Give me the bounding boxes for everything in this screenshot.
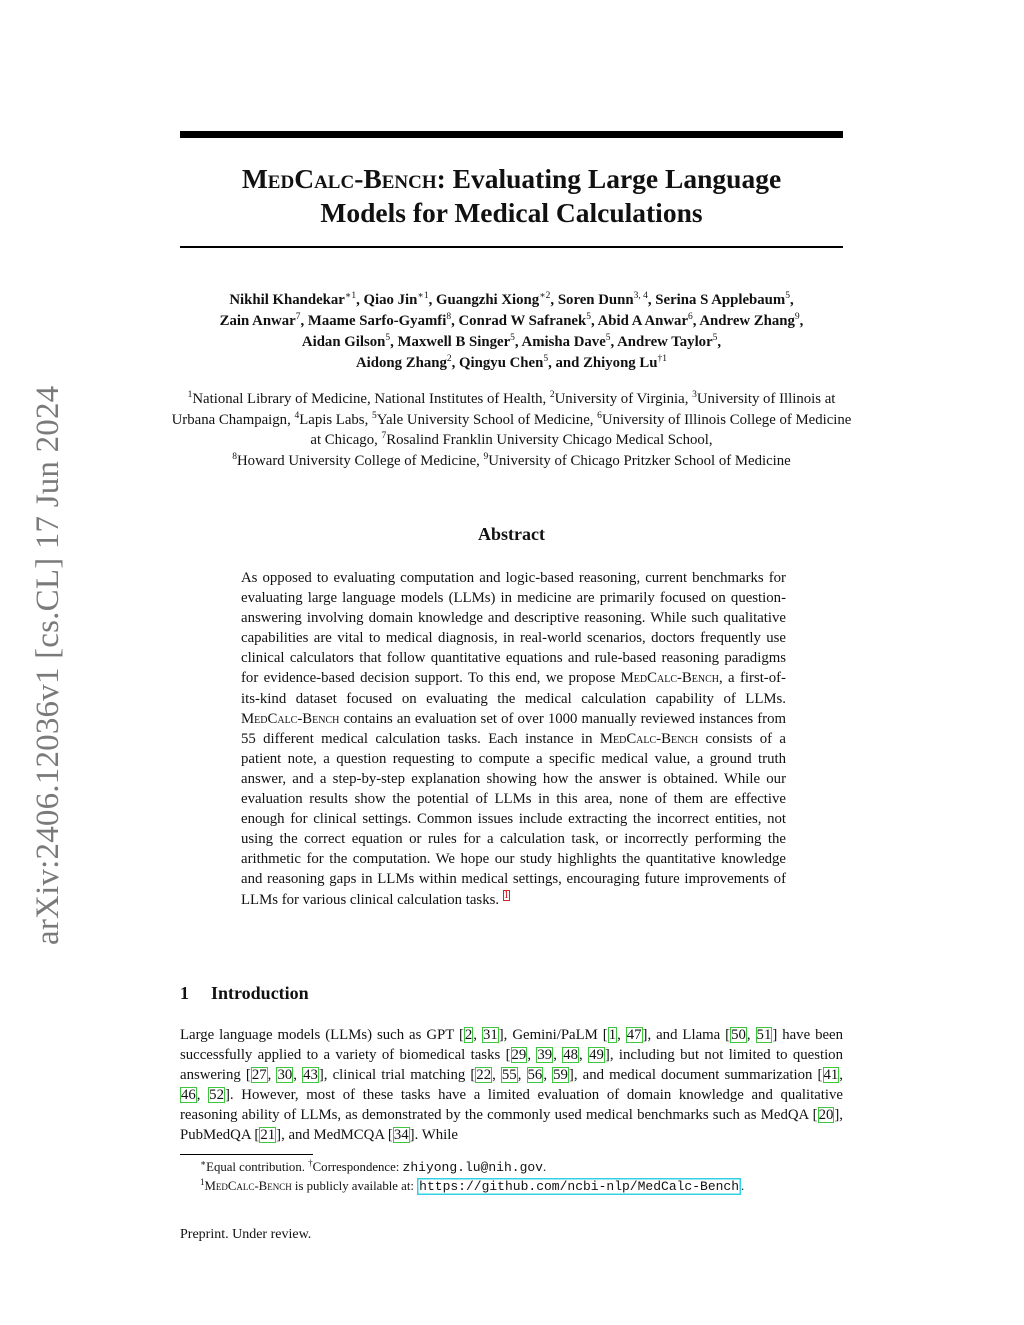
author-name: Serina S Applebaum: [655, 292, 786, 308]
affil-number: 7: [381, 431, 387, 441]
affil-number: 4: [294, 410, 300, 421]
abstract-text: consists of a patient note, a question requesting to compute a specific medical value, a ground truth answer, and a step-by-step explanation showing how the answer is obtained. While our evaluation results show the potential of LLMs in this area, none of them are effective enough for clinical settings. Common issues include extracting the incorrect entities, not using the correct equation or rules for a calculation task, or incorrectly performing the arithmetic for the computation. We hope our study highlights the quantitative knowledge and reasoning gaps in LLMs within medical settings, encouraging future improvements of LLMs for various clinical calculation tasks.: [241, 730, 786, 908]
dataset-name: MedCalc-Bench: [204, 1179, 292, 1193]
citation-link[interactable]: 47: [626, 1027, 642, 1043]
title-rule-bottom: [180, 246, 843, 248]
citation-link[interactable]: 31: [482, 1027, 498, 1043]
author-name: Qingyu Chen: [459, 355, 544, 371]
citation-link[interactable]: 22: [476, 1067, 492, 1084]
section-number: 1: [180, 983, 189, 1003]
citation-link[interactable]: 51: [756, 1027, 772, 1043]
citation-link[interactable]: 30: [277, 1067, 293, 1084]
arxiv-sidebar-id: arXiv:2406.12036v1 [cs.CL] 17 Jun 2024: [30, 385, 66, 945]
affiliation: National Library of Medicine, National Institutes of Health: [192, 391, 543, 407]
intro-text: Large language models (LLMs) such as GPT [: [180, 1027, 464, 1043]
author-affil-mark: 8: [446, 312, 452, 322]
author-name: Soren Dunn: [557, 292, 634, 308]
dataset-name: MedCalc-Bench: [620, 670, 720, 687]
footnote-mark: †: [308, 1158, 313, 1168]
author-name: Nikhil Khandekar: [229, 292, 345, 308]
affiliation: University of Virginia: [554, 391, 685, 407]
affil-number: 5: [371, 410, 377, 421]
intro-text: ], PubMedQA [: [180, 1107, 843, 1144]
author-affil-mark: 9: [794, 312, 800, 322]
footnote-link[interactable]: 1: [503, 889, 509, 901]
citation-link[interactable]: 56: [527, 1067, 543, 1084]
dataset-name: MedCalc-Bench: [599, 730, 699, 747]
affil-number: 1: [187, 390, 193, 400]
affiliation: University of Illinois at Urbana Champaign: [171, 391, 836, 428]
affiliation-list: $^1$National Library of Medicine, National Institutes of Health, $^2$University of Virginia, $^3$University of Illinois at Urbana Champaign, $^4$Lapis Labs, $^5$Yale University School of Medicine, $^6$University of Illinois College of Medicine at Chicago, $^7$Rosalind Franklin University Chicago Medical School, $^8$Howard University College of Medicine, $^9$University of Chicago Pritzker School of Medicine: [171, 390, 852, 469]
citation-link[interactable]: 55: [501, 1067, 517, 1084]
affil-number: 3: [692, 390, 697, 400]
citation-link[interactable]: 27: [251, 1067, 267, 1084]
title-rule-top: [180, 131, 843, 138]
title-line2: Models for Medical Calculations: [320, 197, 703, 228]
footnote-rule: [180, 1154, 313, 1155]
abstract-text: contains an evaluation set of over 1000 manually reviewed instances from 55 different medical calculation tasks. Each instance in: [241, 710, 786, 747]
intro-text: ]. While: [409, 1127, 458, 1144]
intro-text: ], including but not limited to question answering [: [180, 1047, 843, 1084]
citation-link[interactable]: 41: [823, 1067, 839, 1084]
intro-text: ], clinical trial matching [: [318, 1067, 476, 1084]
title-name-a: Med: [241, 163, 295, 194]
author-affil-mark: ∗1: [417, 291, 429, 301]
citation-link[interactable]: 20: [818, 1107, 834, 1124]
citation-link[interactable]: 2: [464, 1027, 473, 1043]
footnote-text: .: [741, 1179, 745, 1193]
author-name: Aidong Zhang: [356, 355, 447, 371]
citation-link[interactable]: 1: [608, 1027, 617, 1043]
title-line1: : Evaluating Large Language: [436, 163, 782, 194]
author-affil-mark: 6: [688, 312, 693, 322]
abstract-text: As opposed to evaluating computation and logic-based reasoning, current benchmarks for evaluating large language models (LLMs) in medicine are primarily focused on question-answering involving domain knowledge and descriptive reasoning. While such qualitative capabilities are vital to medical diagnosis, in real-world scenarios, doctors frequently use clinical calculators that follow quantitative equations and rule-based reasoning paradigms for evidence-based decision support. To this end, we propose: [241, 570, 786, 687]
affil-number: 9: [483, 451, 489, 462]
affiliation: Lapis Labs: [299, 411, 365, 428]
affil-number: 2: [549, 390, 555, 400]
author-name: Abid A Anwar: [597, 313, 689, 329]
footnotes: [180, 1158, 843, 1196]
abstract-heading: Abstract: [478, 524, 545, 544]
preprint-note: Preprint. Under review.: [180, 1227, 312, 1242]
author-name: Qiao Jin: [363, 292, 418, 308]
author-affil-mark: 2: [446, 354, 452, 364]
affiliation: Yale University School of Medicine: [376, 411, 590, 428]
author-affil-mark: ∗2: [539, 291, 551, 301]
author-name: Andrew Taylor: [617, 334, 713, 350]
paper-title: MedCalc-Bench: Evaluating Large Language Models for Medical Calculations: [241, 163, 782, 228]
author-name: Conrad W Safranek: [458, 313, 587, 329]
footnote-text: Equal contribution.: [206, 1160, 309, 1174]
intro-text: ], Gemini/PaLM [: [498, 1027, 608, 1043]
author-affil-mark: 5: [543, 354, 549, 364]
github-url-link[interactable]: https://github.com/ncbi-nlp/MedCalc-Bench: [419, 1179, 740, 1194]
intro-text: ], and MedMCQA [: [276, 1127, 393, 1144]
citation-link[interactable]: 39: [537, 1047, 553, 1064]
citation-link[interactable]: 21: [260, 1127, 276, 1144]
abstract-body: [241, 568, 786, 910]
citation-link[interactable]: 48: [563, 1047, 579, 1064]
citation-link[interactable]: 34: [393, 1127, 409, 1144]
footnote-text: Correspondence:: [312, 1160, 403, 1174]
affiliation: Howard University College of Medicine: [236, 452, 477, 469]
intro-text: ] have been successfully applied to a variety of biomedical tasks [: [180, 1027, 844, 1064]
citation-link[interactable]: 59: [553, 1067, 568, 1084]
section-title: Introduction: [211, 983, 309, 1003]
footnote-mark: 1: [200, 1177, 205, 1187]
section-heading: [180, 983, 309, 1004]
footnote-1: [200, 1177, 843, 1196]
abstract-text: , a first-of-its-kind dataset focused on evaluating the medical calculation capability of LLMs.: [241, 670, 786, 707]
affiliation: Rosalind Franklin University Chicago Medical School: [386, 432, 709, 448]
author-name: Guangzhi Xiong: [435, 292, 540, 308]
intro-text: ], and medical document summarization [: [568, 1067, 823, 1084]
affiliation: University of Illinois College of Medicine at Chicago: [310, 411, 852, 448]
citation-link[interactable]: 49: [589, 1047, 604, 1064]
author-name: Maxwell B Singer: [397, 334, 511, 350]
affil-number: 6: [597, 410, 602, 421]
author-affil-mark: 5: [605, 333, 611, 343]
intro-paragraph: Large language models (LLMs) such as GPT [2, 31], Gemini/PaLM [1, 47], and Llama [50, 51] have been successfully applied to a variety of biomedical tasks [29, 39, 48, 49], including but not limited to question answering [27, 30, 43], clinical trial matching [22, 55, 56, 59], and medical document summarization [41, 46, 52]. However, most of these tasks have a limited evaluation of domain knowledge and qualitative reasoning ability of LLMs, as demonstrated by the commonly used medical benchmarks such as MedQA [20], PubMedQA [21], and MedMCQA [34]. While: [180, 1027, 844, 1144]
title-name-c: Bench: [363, 163, 437, 194]
author-name: Amisha Dave: [521, 334, 606, 350]
author-affil-mark: 5: [586, 312, 591, 322]
footnote-text: .: [542, 1160, 547, 1174]
citation-link[interactable]: 50: [731, 1027, 746, 1043]
email-address[interactable]: zhiyong.lu@nih.gov: [402, 1160, 543, 1175]
intro-text: ], and Llama [: [642, 1027, 731, 1043]
author-affil-mark: 5: [785, 291, 790, 301]
dataset-name: MedCalc-Bench: [241, 710, 340, 727]
affil-number: 8: [232, 451, 237, 462]
citation-link[interactable]: 43: [303, 1067, 318, 1084]
author-name: Andrew Zhang: [699, 313, 795, 329]
citation-link[interactable]: 29: [511, 1047, 527, 1064]
author-affil-mark: ∗1: [344, 291, 357, 301]
citation-link[interactable]: 52: [209, 1087, 224, 1104]
footnote-0: [200, 1158, 843, 1177]
author-name: Aidan Gilson: [301, 334, 386, 350]
title-name-b: Calc: [294, 163, 355, 194]
author-affil-mark: 3, 4: [633, 291, 648, 301]
intro-text: ]. However, most of these tasks have a limited evaluation of domain knowledge and qualitative reasoning ability of LLMs, as demonstrated by the commonly used medical benchmarks such as MedQA [: [180, 1087, 843, 1124]
author-affil-mark: 5: [712, 333, 718, 343]
citation-link[interactable]: 46: [181, 1087, 196, 1104]
author-name: Zain Anwar: [219, 313, 296, 329]
author-affil-mark: †1: [657, 354, 667, 364]
author-list: Nikhil Khandekar$^{∗1}$, Qiao Jin$^{∗1}$, Guangzhi Xiong$^{∗2}$, Soren Dunn$^{3, 4}$, Serina S Applebaum$^5$, Zain Anwar$^7$, Maame Sarfo-Gyamfi$^8$, Conrad W Safranek$^5$, Abid A Anwar$^6$, Andrew Zhang$^9$, Aidan Gilson$^5$, Maxwell B Singer$^5$, Amisha Dave$^5$, Andrew Taylor$^5$, Aidong Zhang$^2$, Qingyu Chen$^5$, and Zhiyong Lu$^{\dagger 1}$: [219, 291, 804, 371]
author-affil-mark: 7: [295, 312, 301, 322]
author-affil-mark: 5: [510, 333, 515, 343]
author-name: Maame Sarfo-Gyamfi: [307, 313, 447, 329]
author-name: Zhiyong Lu: [583, 355, 658, 371]
footnote-mark: ∗: [200, 1158, 207, 1168]
affiliation: University of Chicago Pritzker School of Medicine: [488, 452, 791, 469]
footnote-text: is publicly available at:: [291, 1179, 418, 1193]
author-affil-mark: 5: [385, 333, 391, 343]
